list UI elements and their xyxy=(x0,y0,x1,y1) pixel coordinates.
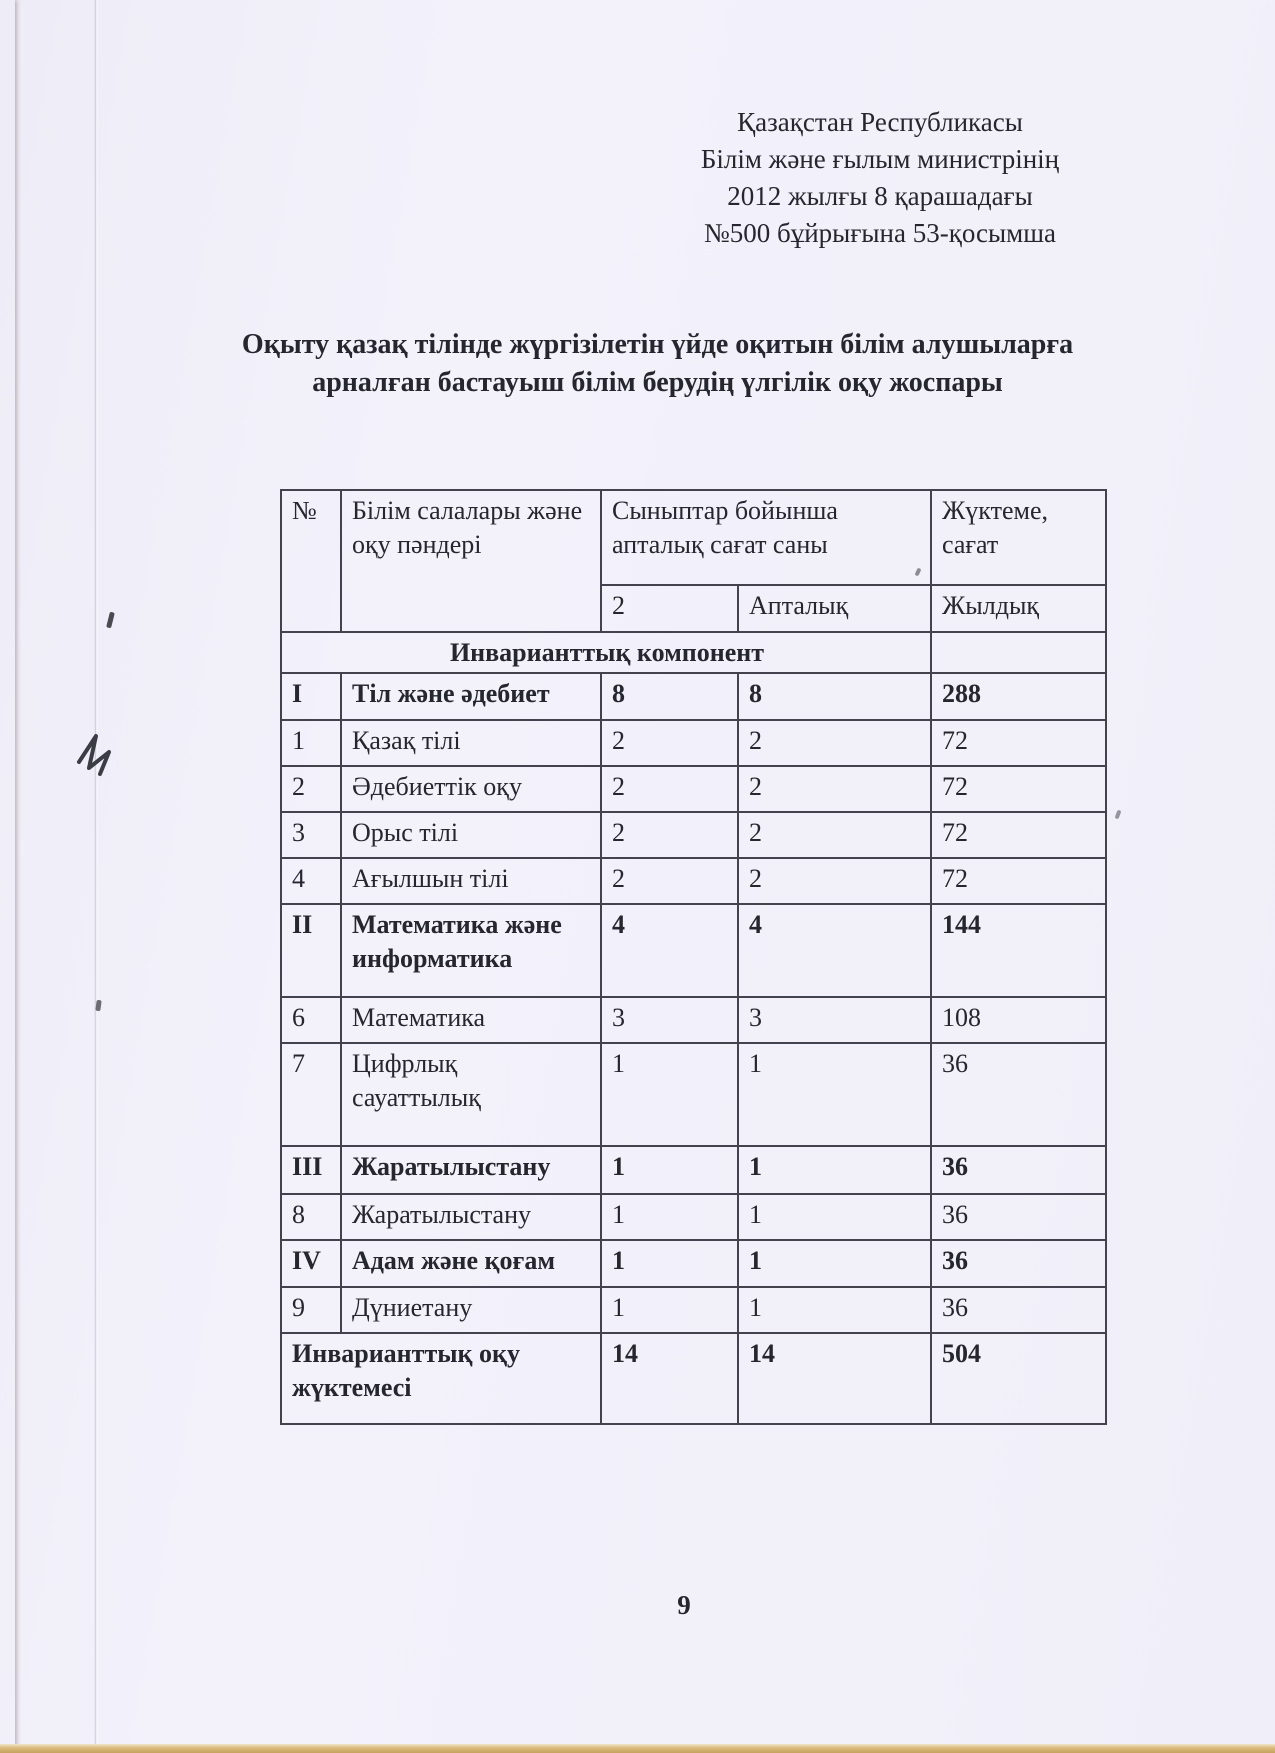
weekly-cell: 4 xyxy=(738,904,931,997)
row-num-cell: 9 xyxy=(281,1287,341,1333)
grade2-cell: 1 xyxy=(601,1194,738,1240)
approval-line: Қазақстан Республикасы xyxy=(737,107,1023,137)
grade2-cell: 1 xyxy=(601,1043,738,1146)
col-header-subjects: Білім салалары және оқу пәндері xyxy=(341,490,601,632)
row-subject-cell: Ағылшын тілі xyxy=(341,858,601,904)
yearly-cell: 36 xyxy=(931,1240,1106,1287)
scan-artifact xyxy=(106,612,115,629)
weekly-cell: 1 xyxy=(738,1194,931,1240)
curriculum-table xyxy=(280,489,1107,1425)
grade2-cell: 2 xyxy=(601,858,738,904)
table-row xyxy=(281,1043,1106,1146)
grade2-cell: 2 xyxy=(601,812,738,858)
yearly-cell: 36 xyxy=(931,1043,1106,1146)
row-subject-cell: Жаратылыстану xyxy=(341,1194,601,1240)
table-row xyxy=(281,673,1106,720)
yearly-cell: 72 xyxy=(931,766,1106,812)
row-subject-cell: Орыс тілі xyxy=(341,812,601,858)
title-line: Оқыту қазақ тілінде жүргізілетін үйде оқитын білім алушыларға xyxy=(241,329,1074,360)
table-row xyxy=(281,1240,1106,1287)
approval-line: 2012 жылғы 8 қарашадағы xyxy=(727,181,1033,211)
weekly-cell: 3 xyxy=(738,997,931,1043)
subcol-header-grade2: 2 xyxy=(601,585,738,632)
row-subject-cell: Математика және информатика xyxy=(341,904,601,997)
grade2-cell: 1 xyxy=(601,1287,738,1333)
weekly-cell: 2 xyxy=(738,812,931,858)
row-subject-cell: Қазақ тілі xyxy=(341,720,601,766)
yearly-cell: 288 xyxy=(931,673,1106,720)
row-subject-cell: Әдебиеттік оқу xyxy=(341,766,601,812)
yearly-cell: 72 xyxy=(931,720,1106,766)
grade2-cell: 1 xyxy=(601,1146,738,1194)
weekly-cell: 2 xyxy=(738,766,931,812)
yearly-cell: 36 xyxy=(931,1287,1106,1333)
table-row xyxy=(281,812,1106,858)
section-header-row xyxy=(281,632,1106,673)
total-grade2-cell: 14 xyxy=(601,1333,738,1424)
yearly-cell: 72 xyxy=(931,858,1106,904)
col-header-num: № xyxy=(281,490,341,632)
table-row xyxy=(281,1194,1106,1240)
grade2-cell: 2 xyxy=(601,766,738,812)
row-subject-cell: Математика xyxy=(341,997,601,1043)
table-row xyxy=(281,720,1106,766)
table-row xyxy=(281,858,1106,904)
yearly-cell: 36 xyxy=(931,1194,1106,1240)
total-row xyxy=(281,1333,1106,1424)
table-row xyxy=(281,766,1106,812)
weekly-cell: 1 xyxy=(738,1240,931,1287)
pen-scribble-artifact xyxy=(76,728,118,780)
approval-line: Білім және ғылым министрінің xyxy=(700,144,1060,174)
row-num-cell: 6 xyxy=(281,997,341,1043)
col-header-weekly-hours: Сыныптар бойынша апталық сағат саны xyxy=(601,490,931,585)
row-num-cell: 1 xyxy=(281,720,341,766)
page-number: 9 xyxy=(677,1590,691,1620)
row-num-cell: III xyxy=(281,1146,341,1194)
document-title xyxy=(70,326,1245,402)
row-num-cell: IV xyxy=(281,1240,341,1287)
total-label-cell: Инварианттық оқу жүктемесі xyxy=(281,1333,601,1424)
title-line: арналған бастауыш білім берудің үлгілік оқу жоспары xyxy=(312,367,1003,398)
weekly-cell: 2 xyxy=(738,720,931,766)
total-weekly-cell: 14 xyxy=(738,1333,931,1424)
scan-artifact xyxy=(1115,810,1122,820)
row-num-cell: 3 xyxy=(281,812,341,858)
row-subject-cell: Тіл және әдебиет xyxy=(341,673,601,720)
grade2-cell: 4 xyxy=(601,904,738,997)
empty-cell xyxy=(931,632,1106,673)
weekly-cell: 1 xyxy=(738,1043,931,1146)
yearly-cell: 144 xyxy=(931,904,1106,997)
row-subject-cell: Дүниетану xyxy=(341,1287,601,1333)
row-num-cell: 2 xyxy=(281,766,341,812)
col-header-load: Жүктеме, сағат xyxy=(931,490,1106,585)
weekly-cell: 1 xyxy=(738,1287,931,1333)
row-num-cell: 4 xyxy=(281,858,341,904)
approval-block xyxy=(655,104,1105,252)
book-edge-strip xyxy=(0,0,15,1753)
table-row xyxy=(281,1287,1106,1333)
row-subject-cell: Жаратылыстану xyxy=(341,1146,601,1194)
subcol-header-weekly: Апталық xyxy=(738,585,931,632)
row-num-cell: I xyxy=(281,673,341,720)
yearly-cell: 36 xyxy=(931,1146,1106,1194)
row-num-cell: 8 xyxy=(281,1194,341,1240)
table-header-row xyxy=(281,490,1106,585)
scan-artifact xyxy=(95,1000,101,1012)
yearly-cell: 108 xyxy=(931,997,1106,1043)
row-subject-cell: Цифрлық сауаттылық xyxy=(341,1043,601,1146)
row-num-cell: II xyxy=(281,904,341,997)
page-crease-line xyxy=(94,0,98,1753)
section-header-cell: Инварианттық компонент xyxy=(281,632,931,673)
weekly-cell: 8 xyxy=(738,673,931,720)
subcol-header-yearly: Жылдық xyxy=(931,585,1106,632)
table-row xyxy=(281,904,1106,997)
table-row xyxy=(281,1146,1106,1194)
row-subject-cell: Адам және қоғам xyxy=(341,1240,601,1287)
total-yearly-cell: 504 xyxy=(931,1333,1106,1424)
approval-line: №500 бұйрығына 53-қосымша xyxy=(703,218,1056,248)
weekly-cell: 2 xyxy=(738,858,931,904)
row-num-cell: 7 xyxy=(281,1043,341,1146)
grade2-cell: 8 xyxy=(601,673,738,720)
grade2-cell: 1 xyxy=(601,1240,738,1287)
weekly-cell: 1 xyxy=(738,1146,931,1194)
grade2-cell: 2 xyxy=(601,720,738,766)
table-row xyxy=(281,997,1106,1043)
yearly-cell: 72 xyxy=(931,812,1106,858)
grade2-cell: 3 xyxy=(601,997,738,1043)
scanner-bottom-edge xyxy=(0,1744,1275,1753)
